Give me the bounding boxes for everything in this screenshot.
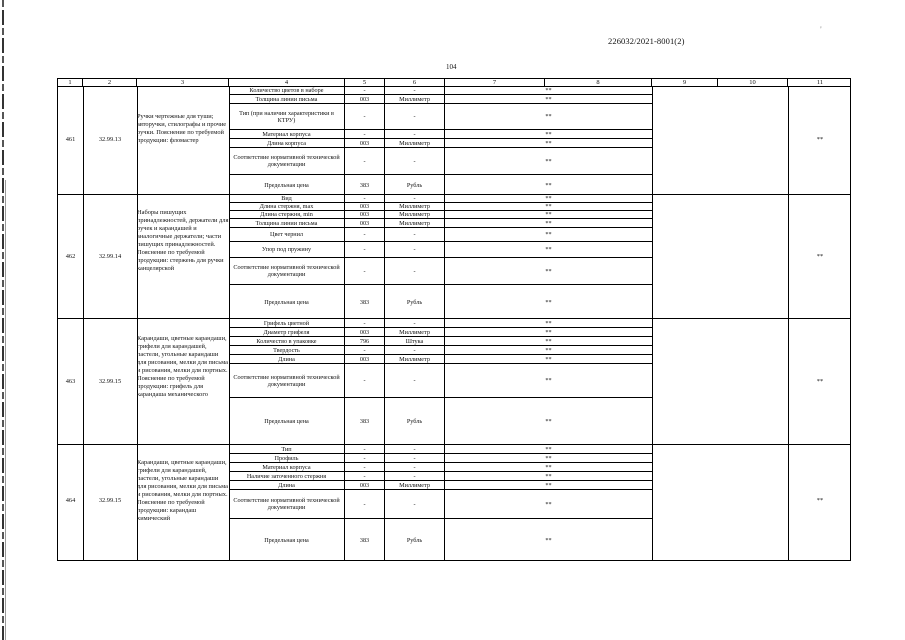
table-row <box>229 258 652 285</box>
attribute-name: Твердость <box>229 346 345 354</box>
col11-value: ** <box>816 136 824 143</box>
header-col-3: 3 <box>137 79 229 86</box>
item-number: 464 <box>65 497 76 504</box>
attribute-name: Количество цветов в наборе <box>229 87 345 94</box>
table-row <box>229 445 652 454</box>
attribute-name: Предельная цена <box>229 519 345 561</box>
okpd2-code: 32.99.14 <box>98 253 122 260</box>
attribute-name: Соответствие нормативной технической документации <box>229 490 345 518</box>
table-group-461 <box>57 87 851 195</box>
unit-name: Миллиметр <box>385 139 445 147</box>
attribute-value: ** <box>545 481 552 489</box>
okei-code: 003 <box>345 481 385 489</box>
product-name: Наборы пишущих принадлежностей, держатели для ручек и карандашей и аналогичные держатели; части пишущих принадлежностей. Пояснение по требуемой продукции: стержень для ручки канцелярской <box>137 209 229 272</box>
unit-name: - <box>385 148 445 174</box>
table-row <box>229 337 652 346</box>
table-row <box>229 364 652 398</box>
header-col-9: 9 <box>652 79 718 86</box>
unit-name: Миллиметр <box>385 95 445 103</box>
okei-code: - <box>345 490 385 518</box>
table-row <box>229 104 652 130</box>
unit-name: Миллиметр <box>385 203 445 210</box>
attribute-value: ** <box>545 445 552 453</box>
table-row <box>229 454 652 463</box>
okei-code: - <box>345 242 385 257</box>
unit-name: - <box>385 490 445 518</box>
attribute-value: ** <box>545 500 552 508</box>
table-row <box>229 130 652 139</box>
okei-code: - <box>345 472 385 480</box>
attribute-value: ** <box>545 454 552 462</box>
okei-code: 383 <box>345 285 385 319</box>
attribute-name: Длина корпуса <box>229 139 345 147</box>
okei-code: - <box>345 319 385 327</box>
okei-code: - <box>345 104 385 129</box>
okei-code: 003 <box>345 95 385 103</box>
okei-code: - <box>345 445 385 453</box>
unit-name: - <box>385 228 445 241</box>
unit-name: - <box>385 454 445 462</box>
table-row <box>229 490 652 519</box>
attribute-value: ** <box>545 346 552 354</box>
attribute-value: ** <box>545 181 552 189</box>
header-col-8: 8 <box>545 79 652 86</box>
attribute-value: ** <box>545 113 552 120</box>
attribute-name: Длина <box>229 481 345 489</box>
col11-value: ** <box>816 378 824 385</box>
okei-code: 003 <box>345 211 385 218</box>
product-name: Ручки чертежные для туши; авторучки, стилографы и прочие ручки. Пояснение по требуемой продукции: фломастер <box>137 113 227 144</box>
table-row <box>229 219 652 228</box>
okei-code: - <box>345 87 385 94</box>
attribute-name: Соответствие нормативной технической документации <box>229 258 345 284</box>
table-row <box>229 95 652 104</box>
unit-name: Рубль <box>385 519 445 561</box>
table-row <box>229 211 652 219</box>
okei-code: - <box>345 195 385 202</box>
attribute-value: ** <box>545 195 552 202</box>
okei-code: - <box>345 130 385 138</box>
attribute-name: Длина стержня, min <box>229 211 345 218</box>
okpd2-code: 32.99.15 <box>98 497 122 504</box>
unit-name: - <box>385 445 445 453</box>
okei-code: 383 <box>345 519 385 561</box>
table-row <box>229 519 652 561</box>
attribute-name: Соответствие нормативной технической документации <box>229 148 345 174</box>
header-col-2: 2 <box>83 79 137 86</box>
attribute-value: ** <box>545 157 552 165</box>
attribute-name: Количество в упаковке <box>229 337 345 345</box>
table-row <box>229 346 652 355</box>
corner-mark: ᵛ <box>820 26 822 32</box>
attribute-name: Соответствие нормативной технической документации <box>229 364 345 397</box>
attribute-name: Предельная цена <box>229 398 345 445</box>
attribute-name: Предельная цена <box>229 285 345 319</box>
okei-code: 003 <box>345 219 385 227</box>
unit-name: - <box>385 346 445 354</box>
col11-value: ** <box>816 497 824 504</box>
attribute-value: ** <box>545 139 552 147</box>
attribute-value: ** <box>545 203 552 210</box>
attribute-name: Диаметр грифеля <box>229 328 345 336</box>
attribute-name: Наличие заточенного стержня <box>229 472 345 480</box>
unit-name: - <box>385 319 445 327</box>
okei-code: - <box>345 463 385 471</box>
header-col-4: 4 <box>229 79 345 86</box>
okpd2-code: 32.99.15 <box>98 378 122 385</box>
attribute-name: Толщина линии письма <box>229 219 345 227</box>
table-group-462 <box>57 195 851 319</box>
attribute-value: ** <box>545 298 552 306</box>
table-row <box>229 319 652 328</box>
header-col-6: 6 <box>385 79 445 86</box>
header-col-7: 7 <box>445 79 545 86</box>
unit-name: Рубль <box>385 175 445 195</box>
table-row <box>229 481 652 490</box>
unit-name: - <box>385 130 445 138</box>
table-row <box>229 472 652 481</box>
unit-name: Миллиметр <box>385 328 445 336</box>
unit-name: Штука <box>385 337 445 345</box>
unit-name: - <box>385 242 445 257</box>
table-row <box>229 203 652 211</box>
attribute-value: ** <box>545 463 552 471</box>
attribute-value: ** <box>545 231 552 238</box>
table-row <box>229 285 652 319</box>
attribute-name: Тип <box>229 445 345 453</box>
attribute-name: Предельная цена <box>229 175 345 195</box>
okei-code: 003 <box>345 139 385 147</box>
attribute-value: ** <box>545 319 552 327</box>
okei-code: - <box>345 228 385 241</box>
attribute-value: ** <box>545 472 552 480</box>
attribute-name: Материал корпуса <box>229 463 345 471</box>
page-number: 104 <box>446 63 457 71</box>
attribute-name: Профиль <box>229 454 345 462</box>
unit-name: Миллиметр <box>385 211 445 218</box>
attribute-value: ** <box>545 95 552 103</box>
unit-name: - <box>385 472 445 480</box>
header-col-1: 1 <box>58 79 83 86</box>
okei-code: - <box>345 346 385 354</box>
unit-name: - <box>385 104 445 129</box>
unit-name: - <box>385 195 445 202</box>
attribute-name: Длина стержня, max <box>229 203 345 210</box>
attribute-value: ** <box>545 337 552 345</box>
table-row <box>229 139 652 148</box>
okei-code: - <box>345 364 385 397</box>
attribute-value: ** <box>545 219 552 227</box>
attribute-name: Цвет чернил <box>229 228 345 241</box>
okei-code: - <box>345 148 385 174</box>
table-row <box>229 228 652 242</box>
table-row <box>229 355 652 364</box>
table-row <box>229 175 652 195</box>
table-row <box>229 148 652 175</box>
col11-value: ** <box>816 253 824 260</box>
product-name: Карандаши, цветные карандаши, грифели для карандашей, пастели, угольные карандаши для рисования, мелки для письма и рисования, мелки для портных. Пояснение по требуемой продукции: грифель для карандаша механического <box>137 335 228 398</box>
product-name: Карандаши, цветные карандаши, грифели для карандашей, пастели, угольные карандаши для рисования, мелки для письма и рисования, мелки для портных. Пояснение по требуемой продукции: карандаш химический <box>137 459 228 522</box>
scan-left-edge <box>2 0 4 640</box>
attribute-name: Упор под пружину <box>229 242 345 257</box>
okei-code: 003 <box>345 203 385 210</box>
attribute-name: Тип (при наличии характеристики в КТРУ) <box>229 104 345 129</box>
unit-name: Миллиметр <box>385 355 445 363</box>
attribute-value: ** <box>545 418 552 425</box>
attribute-value: ** <box>545 130 552 138</box>
table-row <box>229 195 652 203</box>
okei-code: 383 <box>345 175 385 195</box>
unit-name: - <box>385 364 445 397</box>
attribute-value: ** <box>545 377 552 384</box>
header-col-10: 10 <box>718 79 788 86</box>
attribute-value: ** <box>545 328 552 336</box>
attribute-value: ** <box>545 536 552 544</box>
item-number: 462 <box>65 253 76 260</box>
attribute-name: Вид <box>229 195 345 202</box>
header-col-5: 5 <box>345 79 385 86</box>
unit-name: Рубль <box>385 285 445 319</box>
okpd2-code: 32.99.13 <box>98 136 122 143</box>
okei-code: 383 <box>345 398 385 445</box>
table-row <box>229 242 652 258</box>
okei-code: - <box>345 454 385 462</box>
attribute-value: ** <box>545 211 552 218</box>
attribute-value: ** <box>545 355 552 363</box>
table-row <box>229 463 652 472</box>
table-row <box>229 398 652 445</box>
scan-margin-line <box>5 180 6 640</box>
header-col-11: 11 <box>816 79 824 86</box>
attribute-name: Материал корпуса <box>229 130 345 138</box>
attribute-value: ** <box>545 267 552 275</box>
document-number: 226032/2021-8001(2) <box>608 36 685 46</box>
attribute-name: Грифель цветной <box>229 319 345 327</box>
unit-name: Миллиметр <box>385 481 445 489</box>
table-group-463 <box>57 319 851 445</box>
okei-code: 003 <box>345 328 385 336</box>
attribute-name: Толщина линии письма <box>229 95 345 103</box>
table-row <box>229 87 652 95</box>
item-number: 463 <box>65 378 76 385</box>
unit-name: Миллиметр <box>385 219 445 227</box>
unit-name: Рубль <box>385 398 445 445</box>
okei-code: - <box>345 258 385 284</box>
okei-code: 796 <box>345 337 385 345</box>
attribute-name: Длина <box>229 355 345 363</box>
attribute-value: ** <box>545 87 552 94</box>
unit-name: - <box>385 87 445 94</box>
okei-code: 003 <box>345 355 385 363</box>
table-group-464 <box>57 445 851 561</box>
unit-name: - <box>385 258 445 284</box>
unit-name: - <box>385 463 445 471</box>
attribute-value: ** <box>545 246 552 253</box>
table-row <box>229 328 652 337</box>
item-number: 461 <box>65 136 76 143</box>
table-header-row <box>57 78 851 87</box>
